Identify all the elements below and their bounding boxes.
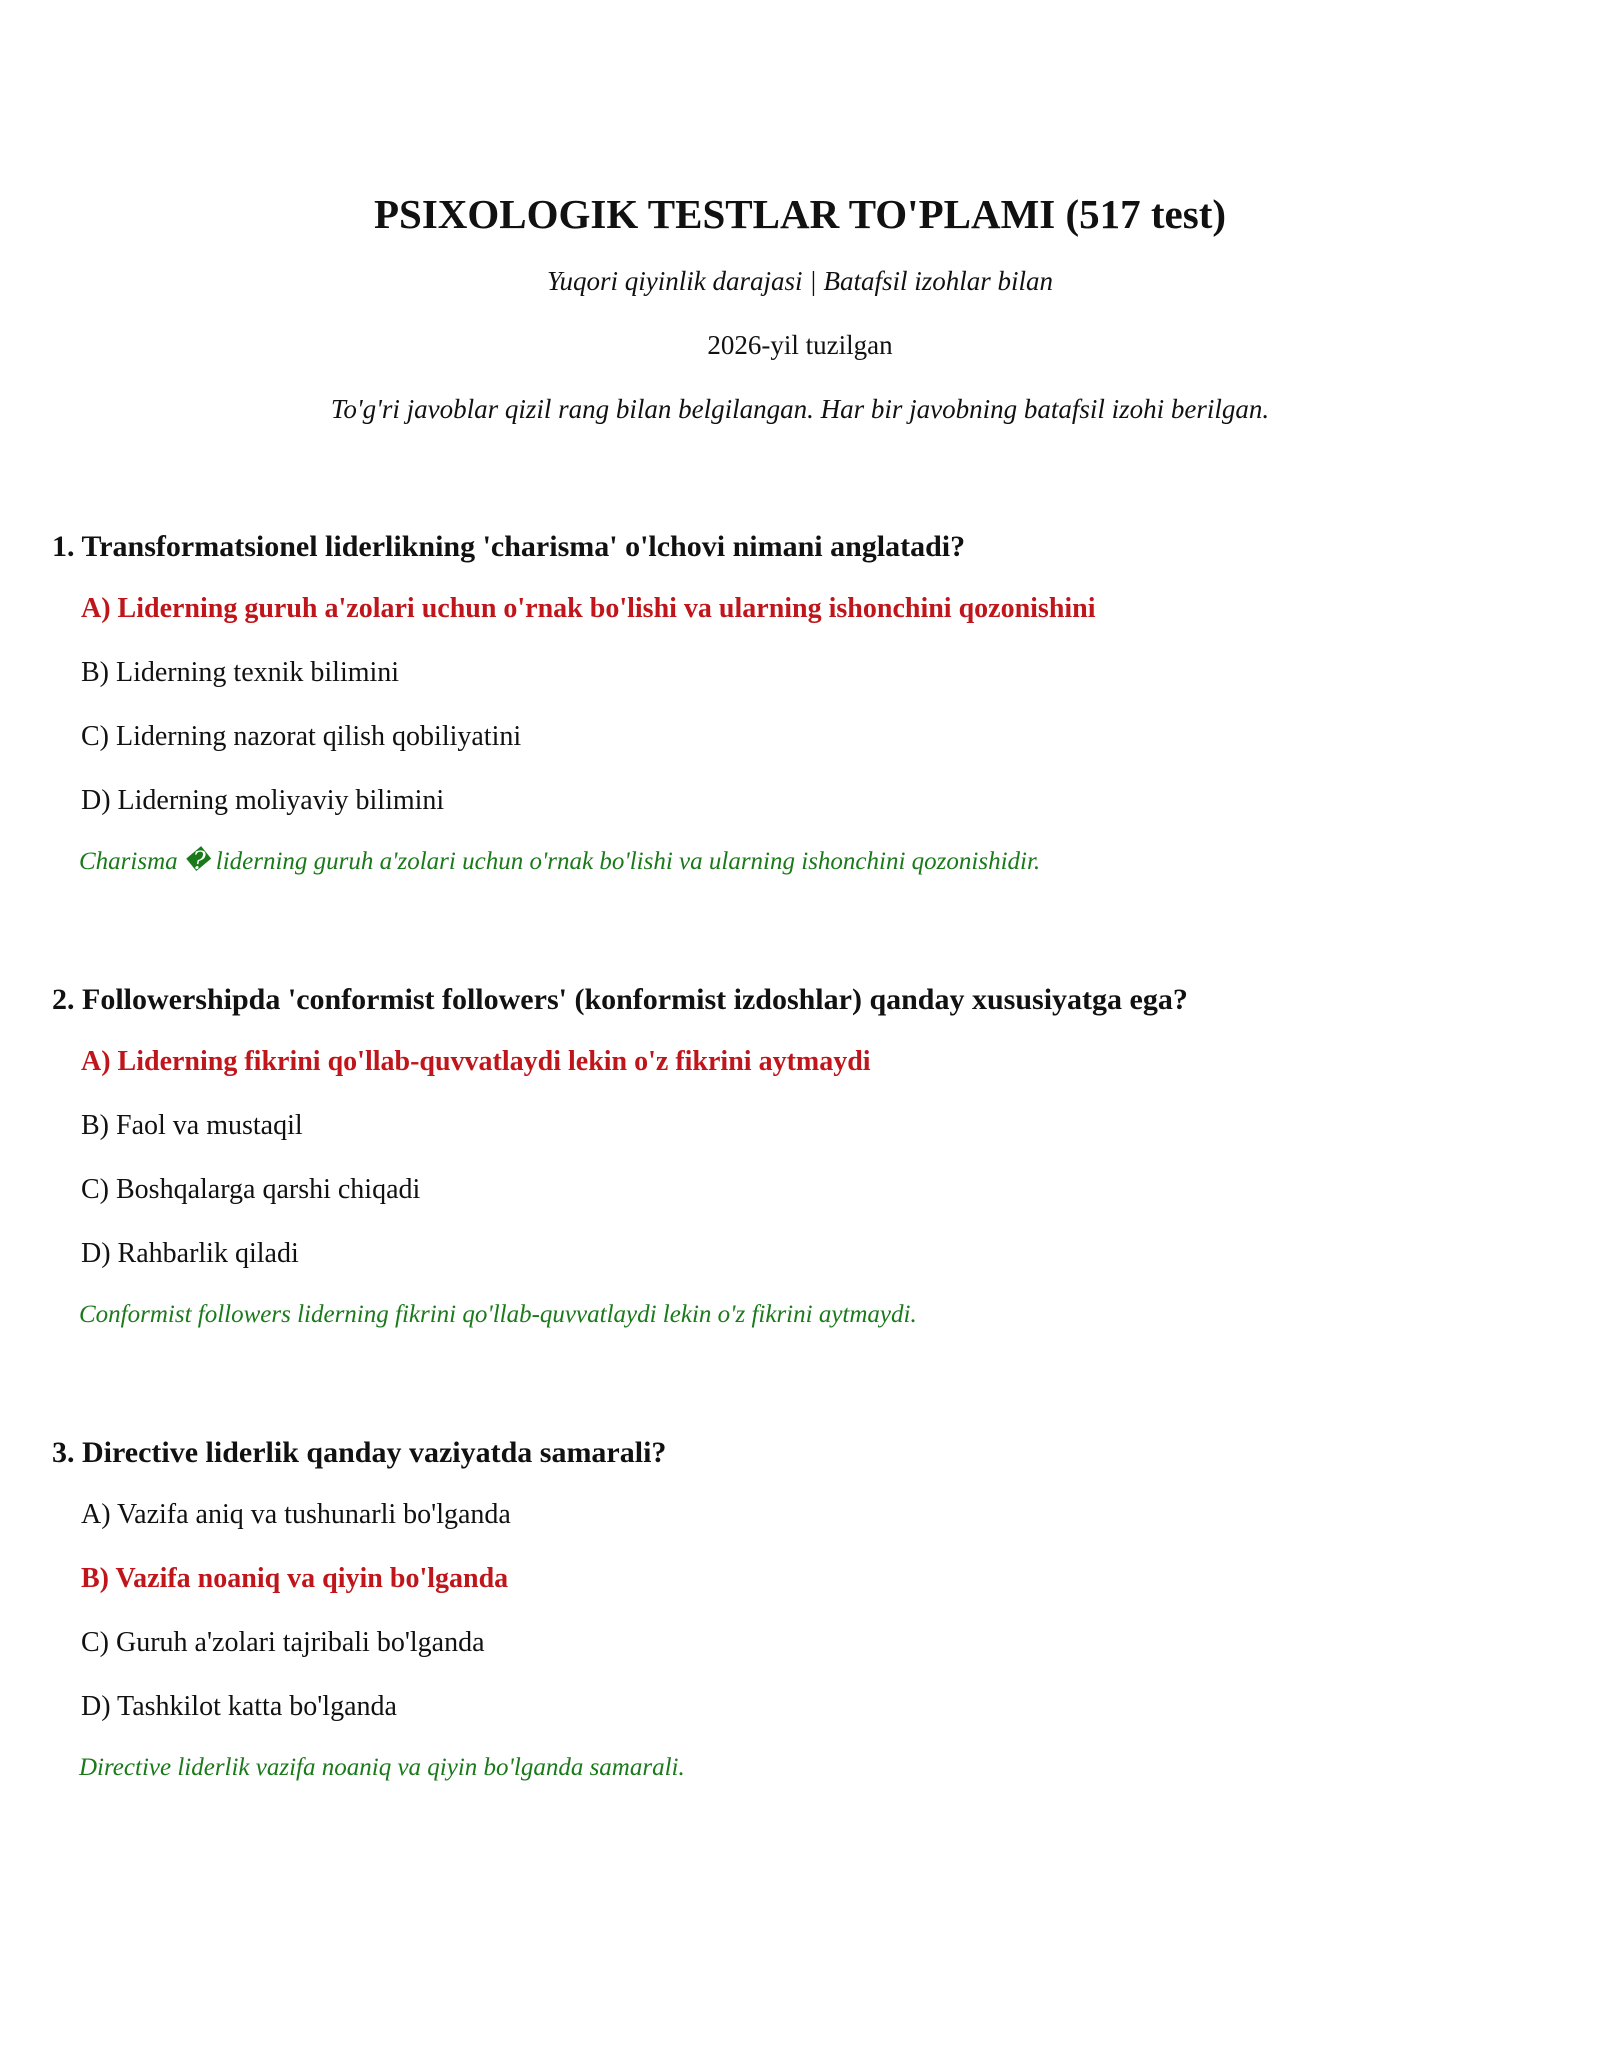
option-a-correct: A) Liderning guruh a'zolari uchun o'rnak bo'lishi va ularning ishonchini qozonishini (81, 593, 1096, 624)
document-subtitle: Yuqori qiyinlik darajasi | Batafsil izohlar bilan (547, 266, 1053, 296)
option-list (52, 592, 1552, 848)
question-list (52, 528, 1552, 1887)
document-title: PSIXOLOGIK TESTLAR TO'PLAMI (517 test) (373, 191, 1226, 237)
option-c: C) Liderning nazorat qilish qobiliyatini (81, 721, 522, 752)
question-text: 3. Directive liderlik qanday vaziyatda samarali? (52, 1436, 667, 1469)
option-d: D) Rahbarlik qiladi (81, 1238, 299, 1269)
option-a-correct: A) Liderning fikrini qo'llab-quvvatlaydi lekin o'z fikrini aytmaydi (81, 1046, 871, 1077)
document-header (0, 190, 1600, 426)
document-year: 2026-yil tuzilgan (707, 330, 893, 360)
answer-explanation: Charisma � liderning guruh a'zolari uchun o'rnak bo'lishi va ularning ishonchini qozonishidir. (79, 848, 1041, 875)
question-3 (52, 1434, 1552, 1887)
option-a: A) Vazifa aniq va tushunarli bo'lganda (81, 1499, 511, 1530)
option-b-correct: B) Vazifa noaniq va qiyin bo'lganda (81, 1563, 509, 1594)
document-note: To'g'ri javoblar qizil rang bilan belgilangan. Har bir javobning batafsil izohi berilgan. (330, 394, 1270, 424)
question-1 (52, 528, 1552, 981)
question-text: 2. Followershipda 'conformist followers' (konformist izdoshlar) qanday xususiyatga ega? (52, 983, 1188, 1016)
answer-explanation: Conformist followers liderning fikrini qo'llab-quvvatlaydi lekin o'z fikrini aytmaydi. (79, 1301, 917, 1328)
option-c: C) Guruh a'zolari tajribali bo'lganda (81, 1627, 485, 1658)
answer-explanation: Directive liderlik vazifa noaniq va qiyin bo'lganda samarali. (79, 1754, 685, 1781)
question-text: 1. Transformatsionel liderlikning 'charisma' o'lchovi nimani anglatadi? (52, 530, 966, 563)
option-list (52, 1498, 1552, 1754)
option-c: C) Boshqalarga qarshi chiqadi (81, 1174, 421, 1205)
option-d: D) Liderning moliyaviy bilimini (81, 785, 445, 816)
option-d: D) Tashkilot katta bo'lganda (81, 1691, 397, 1722)
option-list (52, 1045, 1552, 1301)
option-b: B) Faol va mustaqil (81, 1110, 303, 1141)
option-b: B) Liderning texnik bilimini (81, 657, 400, 688)
question-2 (52, 981, 1552, 1434)
